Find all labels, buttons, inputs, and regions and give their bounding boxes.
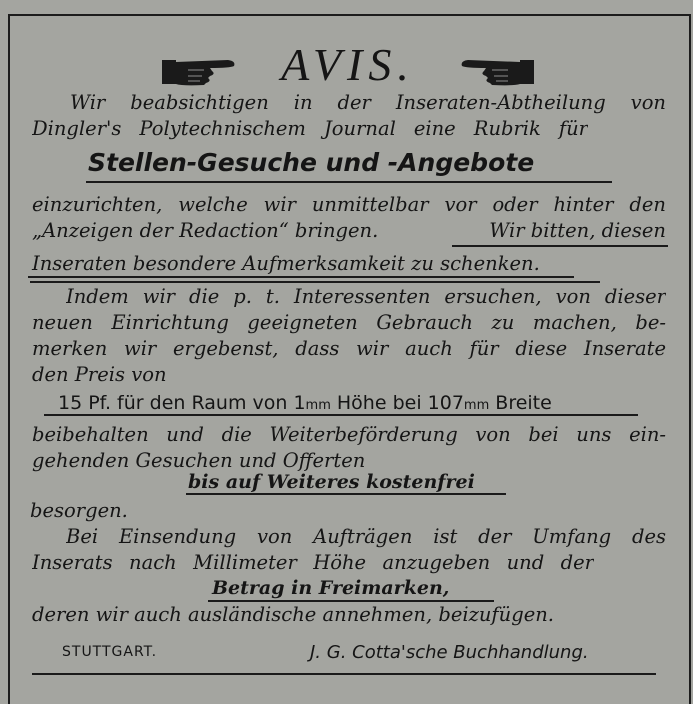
para2-line-4: den Preis von — [32, 363, 167, 386]
para1-line-1: einzurichten, welche wir unmittelbar vor oder hinter den — [32, 193, 666, 216]
price-text-a: 15 Pf. für den Raum von 1 — [58, 392, 306, 414]
para2-line-2: neuen Einrichtung geeigneten Gebrauch zu machen, be- — [32, 311, 666, 334]
para6-line: deren wir auch ausländische annehmen, beizufügen. — [32, 603, 554, 626]
bottom-rule — [32, 673, 656, 675]
pointing-hand-left-icon — [456, 52, 536, 88]
request-underline-1 — [452, 245, 668, 247]
para2-line-1: Indem wir die p. t. Interessenten ersuchen, von dieser — [66, 285, 666, 308]
footer-place: STUTTGART. — [62, 644, 158, 660]
intro-line-1: Wir beabsichtigen in der Inseraten-Abtheilung von — [70, 91, 666, 114]
notice-title: AVIS. — [281, 39, 415, 90]
footer-publisher: J. G. Cotta'sche Buchhandlung. — [310, 642, 589, 663]
stamps-underline — [208, 600, 494, 602]
para4-line: besorgen. — [30, 499, 128, 522]
price-unit-2: mm — [463, 398, 490, 413]
stamps-text: Betrag in Freimarken, — [212, 577, 450, 599]
section-heading: Stellen-Gesuche und -Angebote — [88, 148, 535, 177]
request-underline-2 — [28, 276, 574, 278]
price-text-c: Breite — [489, 392, 552, 414]
free-of-charge-text: bis auf Weiteres kostenfrei — [188, 471, 475, 493]
heading-underline — [86, 181, 612, 183]
para2-line-3: merken wir ergebenst, dass wir auch für diese Inserate — [32, 337, 666, 360]
para1-line-2a: „Anzeigen der Redaction“ bringen. — [32, 219, 379, 242]
para1-line-2b: Wir bitten, diesen — [489, 219, 666, 242]
pointing-hand-right-icon — [160, 52, 240, 88]
price-text-b: Höhe bei 107 — [330, 392, 464, 414]
para5-line-2: Inserats nach Millimeter Höhe anzugeben und der — [32, 551, 594, 574]
price-unit-1: mm — [305, 398, 331, 413]
section-divider-1 — [30, 281, 600, 283]
intro-line-2: Dingler's Polytechnischem Journal eine Rubrik für — [32, 117, 588, 140]
para3-line-1: beibehalten und die Weiterbeförderung von bei uns ein- — [32, 423, 666, 446]
para3-line-2: gehenden Gesuchen und Offerten — [32, 449, 366, 472]
para1-line-3: Inseraten besondere Aufmerksamkeit zu schenken. — [32, 252, 540, 275]
para5-line-1: Bei Einsendung von Aufträgen ist der Umfang des — [66, 525, 666, 548]
price-underline — [44, 414, 638, 416]
free-underline — [186, 493, 506, 495]
